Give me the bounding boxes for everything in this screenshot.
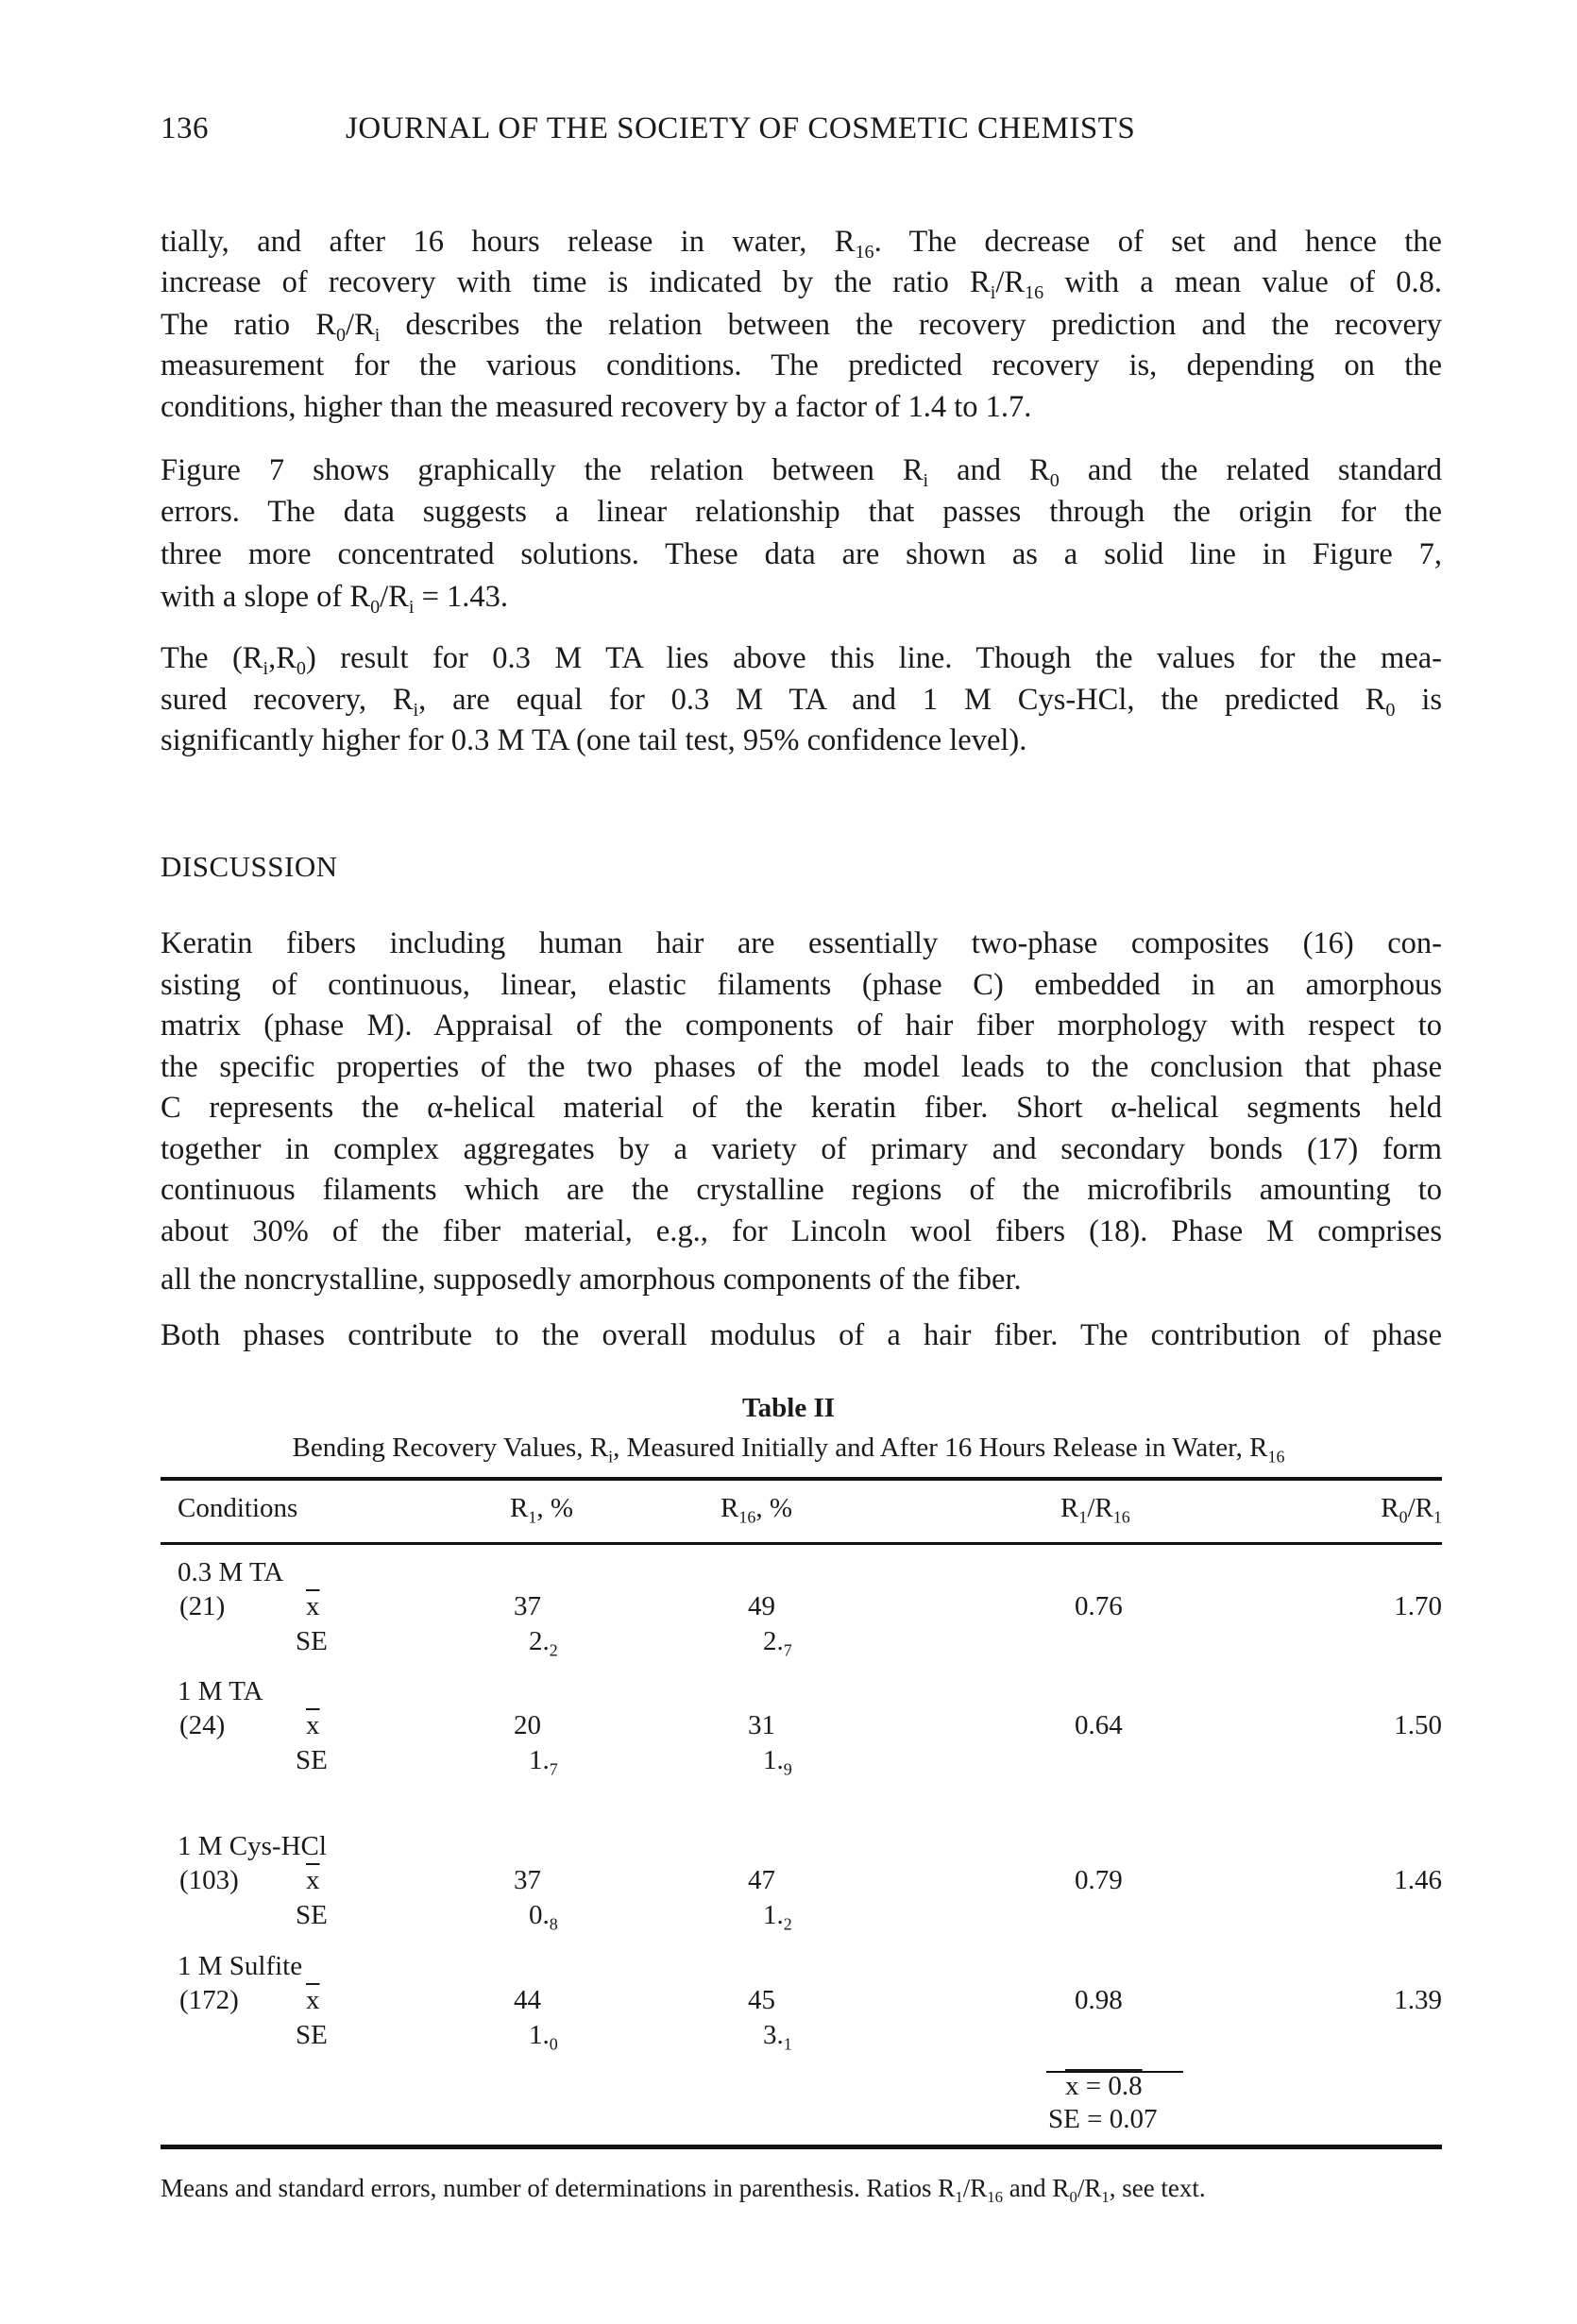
text-run: Means and standard errors, number of determinations in parenthesis. Ratios R: [161, 2174, 956, 2202]
text-run: . The decrease of set and hence the: [873, 225, 1442, 259]
subscript: 16: [1267, 1447, 1285, 1467]
subscript: i: [923, 470, 929, 492]
r16-se: [763, 1625, 792, 1660]
subscript: 0: [335, 325, 347, 347]
r1-se-digit: 2: [549, 1640, 558, 1660]
text-run: with a slope of R: [161, 580, 371, 614]
r1-mean: 37: [514, 1865, 541, 1895]
text-line: [161, 1316, 1442, 1354]
text-line: [161, 578, 1442, 619]
r1-se-value: 1.: [529, 1745, 550, 1775]
text-run: together in complex aggregates by a variety of primary and secondary bonds (17) form: [161, 1132, 1442, 1166]
text-line: [161, 1261, 1442, 1298]
subscript: 0: [1049, 470, 1060, 492]
text-line: [161, 493, 1442, 531]
row-n: (103): [179, 1865, 239, 1895]
text-run: R: [510, 1493, 529, 1523]
section-heading: DISCUSSION: [161, 850, 338, 883]
se-label: SE: [296, 1745, 328, 1775]
text-run: tially, and after 16 hours release in water, R: [161, 225, 856, 259]
text-run: errors. The data suggests a linear relationship that passes through the origin for the: [161, 495, 1442, 529]
r1-mean: 37: [514, 1591, 541, 1621]
r0r1-value: 1.39: [1394, 1985, 1442, 2015]
r16-se-value: 1.: [763, 1745, 784, 1775]
subscript: 1: [1433, 1507, 1442, 1527]
text-run: The (R: [161, 641, 263, 675]
text-run: Conditions: [178, 1493, 298, 1523]
text-run: Both phases contribute to the overall modulus of a hair fiber. The contribution of phase: [161, 1318, 1442, 1352]
text-run: increase of recovery with time is indicated by the ratio R: [161, 265, 991, 299]
text-line: [161, 1171, 1442, 1209]
text-run: , Measured Initially and After 16 Hours Release in Water, R: [613, 1433, 1268, 1463]
text-run: Bending Recovery Values, R: [292, 1433, 609, 1463]
text-line: [161, 925, 1442, 962]
text-run: /R: [380, 580, 409, 614]
text-run: with a mean value of 0.8.: [1043, 265, 1442, 299]
mean-label: $\overline{x}$: [306, 1985, 320, 2015]
text-run: and R: [928, 453, 1050, 487]
text-line: [161, 721, 1442, 759]
r16-mean: 31: [748, 1710, 775, 1740]
mean-label: $\overline{x}$: [306, 1865, 320, 1895]
ratio-value: 0.98: [1075, 1985, 1123, 2015]
subscript: 16: [738, 1507, 756, 1527]
text-line: [161, 1130, 1442, 1168]
text-run: , see text.: [1109, 2174, 1206, 2202]
text-run: C represents the α-helical material of the keratin fiber. Short α-helical segments held: [161, 1091, 1442, 1125]
page-number: 136: [161, 111, 209, 145]
r1-se: [529, 1899, 558, 1934]
row-n: (172): [179, 1985, 239, 2015]
subscript: 16: [855, 242, 874, 263]
text-run: /R: [962, 2174, 988, 2202]
r16-se: [763, 1899, 792, 1934]
text-run: /R: [1077, 2174, 1102, 2202]
text-run: sured recovery, R: [161, 683, 414, 717]
subscript: 0: [1385, 700, 1396, 721]
se-label: SE: [296, 2020, 328, 2050]
text-line: [161, 223, 1442, 261]
r0r1-value: 1.46: [1394, 1865, 1442, 1895]
r16-se-value: 2.: [763, 1626, 784, 1656]
subscript: i: [608, 1447, 614, 1467]
r16-mean: 47: [748, 1865, 775, 1895]
text-run: continuous filaments which are the crystalline regions of the microfibrils amounting to: [161, 1173, 1442, 1207]
subscript: 16: [1025, 282, 1044, 304]
subscript: i: [263, 658, 269, 680]
r1-se-value: 1.: [529, 2020, 550, 2050]
text-run: R: [1060, 1493, 1079, 1523]
text-run: /R: [1087, 1493, 1113, 1523]
subscript: 0: [370, 597, 381, 619]
header-ratio: [1060, 1492, 1130, 1527]
text-line: [161, 1089, 1442, 1127]
text-run: Figure 7 shows graphically the relation between R: [161, 453, 924, 487]
table-header-rule: [161, 1542, 1442, 1545]
text-run: significantly higher for 0.3 M TA (one tail test, 95% confidence level).: [161, 723, 1027, 757]
text-run: about 30% of the fiber material, e.g., for Lincoln wool fibers (18). Phase M comprises: [161, 1214, 1442, 1248]
subscript: i: [990, 282, 996, 304]
table-bottom-rule: [161, 2145, 1442, 2149]
text-run: sisting of continuous, linear, elastic filaments (phase C) embedded in an amorphous: [161, 968, 1442, 1002]
r1-se-digit: 0: [549, 2034, 558, 2054]
text-line: [161, 1048, 1442, 1086]
text-run: , are equal for 0.3 M TA and 1 M Cys-HCl, the predicted R: [418, 683, 1386, 717]
text-line: [161, 681, 1442, 719]
text-run: the specific properties of the two phases of the model leads to the conclusion that phase: [161, 1050, 1442, 1084]
text-line: [161, 1213, 1442, 1250]
r16-se-digit: 9: [783, 1759, 792, 1779]
table-title: Table II: [741, 1393, 836, 1423]
r1-se-digit: 7: [549, 1759, 558, 1779]
subscript: i: [413, 700, 419, 721]
subscript: 16: [1112, 1507, 1130, 1527]
summary-mean-text: x = 0.8: [1065, 2071, 1143, 2101]
text-line: [161, 388, 1442, 426]
header-r0r1: [1381, 1492, 1442, 1527]
r1-se: [529, 1625, 558, 1660]
text-run: ) result for 0.3 M TA lies above this line. Though the values for the mea-: [306, 641, 1443, 675]
r16-se-digit: 2: [783, 1914, 792, 1934]
ratio-value: 0.76: [1075, 1591, 1123, 1621]
r0r1-value: 1.50: [1394, 1710, 1442, 1740]
subscript: 0: [1399, 1507, 1408, 1527]
text-run: , %: [536, 1493, 573, 1523]
r0r1-value: 1.70: [1394, 1591, 1442, 1621]
r16-se: [763, 2019, 792, 2054]
text-run: R: [721, 1493, 739, 1523]
r1-mean: 20: [514, 1710, 541, 1740]
text-line: [161, 966, 1442, 1004]
text-line: [161, 1007, 1442, 1044]
mean-label: $\overline{x}$: [306, 1710, 320, 1740]
row-condition: 1 M Cys-HCl: [178, 1831, 327, 1861]
text-run: conditions, higher than the measured recovery by a factor of 1.4 to 1.7.: [161, 390, 1032, 424]
r16-mean: 45: [748, 1985, 775, 2015]
mean-label: $\overline{x}$: [306, 1591, 320, 1621]
table-footnote: [161, 2172, 1206, 2204]
ratio-value: 0.79: [1075, 1865, 1123, 1895]
text-run: /R: [995, 265, 1026, 299]
row-condition: 1 M Sulfite: [178, 1951, 303, 1981]
text-run: ,R: [268, 641, 297, 675]
running-header: JOURNAL OF THE SOCIETY OF COSMETIC CHEMISTS: [346, 111, 1136, 145]
row-n: (24): [179, 1710, 226, 1740]
subscript: 1: [1101, 2187, 1110, 2206]
text-run: all the noncrystalline, supposedly amorphous components of the fiber.: [161, 1263, 1022, 1297]
text-run: , %: [755, 1493, 792, 1523]
text-run: measurement for the various conditions. The predicted recovery is, depending on the: [161, 348, 1442, 382]
text-line: [161, 347, 1442, 384]
table-top-rule: [161, 1477, 1442, 1481]
text-run: /R: [346, 308, 375, 342]
r16-se: [763, 1744, 792, 1779]
r1-mean: 44: [514, 1985, 541, 2015]
text-line: [161, 263, 1442, 304]
r1-se: [529, 2019, 558, 2054]
text-run: = 1.43.: [414, 580, 509, 614]
text-run: and R: [1002, 2174, 1070, 2202]
summary-mean: [1065, 2070, 1143, 2102]
header-r1: [510, 1492, 573, 1527]
r1-se-value: 2.: [529, 1626, 550, 1656]
subscript: 0: [296, 658, 306, 680]
text-run: R: [1381, 1493, 1399, 1523]
subscript: 0: [1069, 2187, 1077, 2206]
subscript: 1: [528, 1507, 537, 1527]
row-condition: 0.3 M TA: [178, 1557, 284, 1587]
text-run: matrix (phase M). Appraisal of the components of hair fiber morphology with respect to: [161, 1009, 1442, 1043]
r16-mean: 49: [748, 1591, 775, 1621]
summary-se: SE = 0.07: [1048, 2104, 1158, 2134]
r16-se-value: 3.: [763, 2020, 784, 2050]
subscript: i: [374, 325, 381, 347]
text-line: [161, 535, 1442, 573]
row-n: (21): [179, 1591, 226, 1621]
text-run: Keratin fibers including human hair are essentially two-phase composites (16) con-: [161, 926, 1442, 960]
text-run: The ratio R: [161, 308, 336, 342]
se-label: SE: [296, 1900, 328, 1930]
text-run: is: [1395, 683, 1442, 717]
text-run: describes the relation between the recovery prediction and the recovery: [380, 308, 1442, 342]
table-caption: [0, 1432, 1577, 1467]
header-r16: [721, 1492, 792, 1527]
text-run: three more concentrated solutions. These data are shown as a solid line in Figure 7,: [161, 537, 1442, 571]
ratio-value: 0.64: [1075, 1710, 1123, 1740]
text-line: [161, 451, 1442, 492]
se-label: SE: [296, 1626, 328, 1656]
subscript: 1: [955, 2187, 963, 2206]
r1-se: [529, 1744, 558, 1779]
text-line: [161, 306, 1442, 347]
text-run: /R: [1407, 1493, 1434, 1523]
text-run: and the related standard: [1059, 453, 1442, 487]
r1-se-digit: 8: [549, 1914, 558, 1934]
r16-se-digit: 7: [783, 1640, 792, 1660]
header-conditions: [178, 1492, 297, 1524]
subscript: i: [408, 597, 415, 619]
r16-se-value: 1.: [763, 1900, 784, 1930]
r16-se-digit: 1: [783, 2034, 792, 2054]
subscript: 1: [1078, 1507, 1088, 1527]
row-condition: 1 M TA: [178, 1676, 263, 1706]
r1-se-value: 0.: [529, 1900, 550, 1930]
subscript: 16: [987, 2187, 1003, 2206]
text-line: [161, 639, 1443, 680]
